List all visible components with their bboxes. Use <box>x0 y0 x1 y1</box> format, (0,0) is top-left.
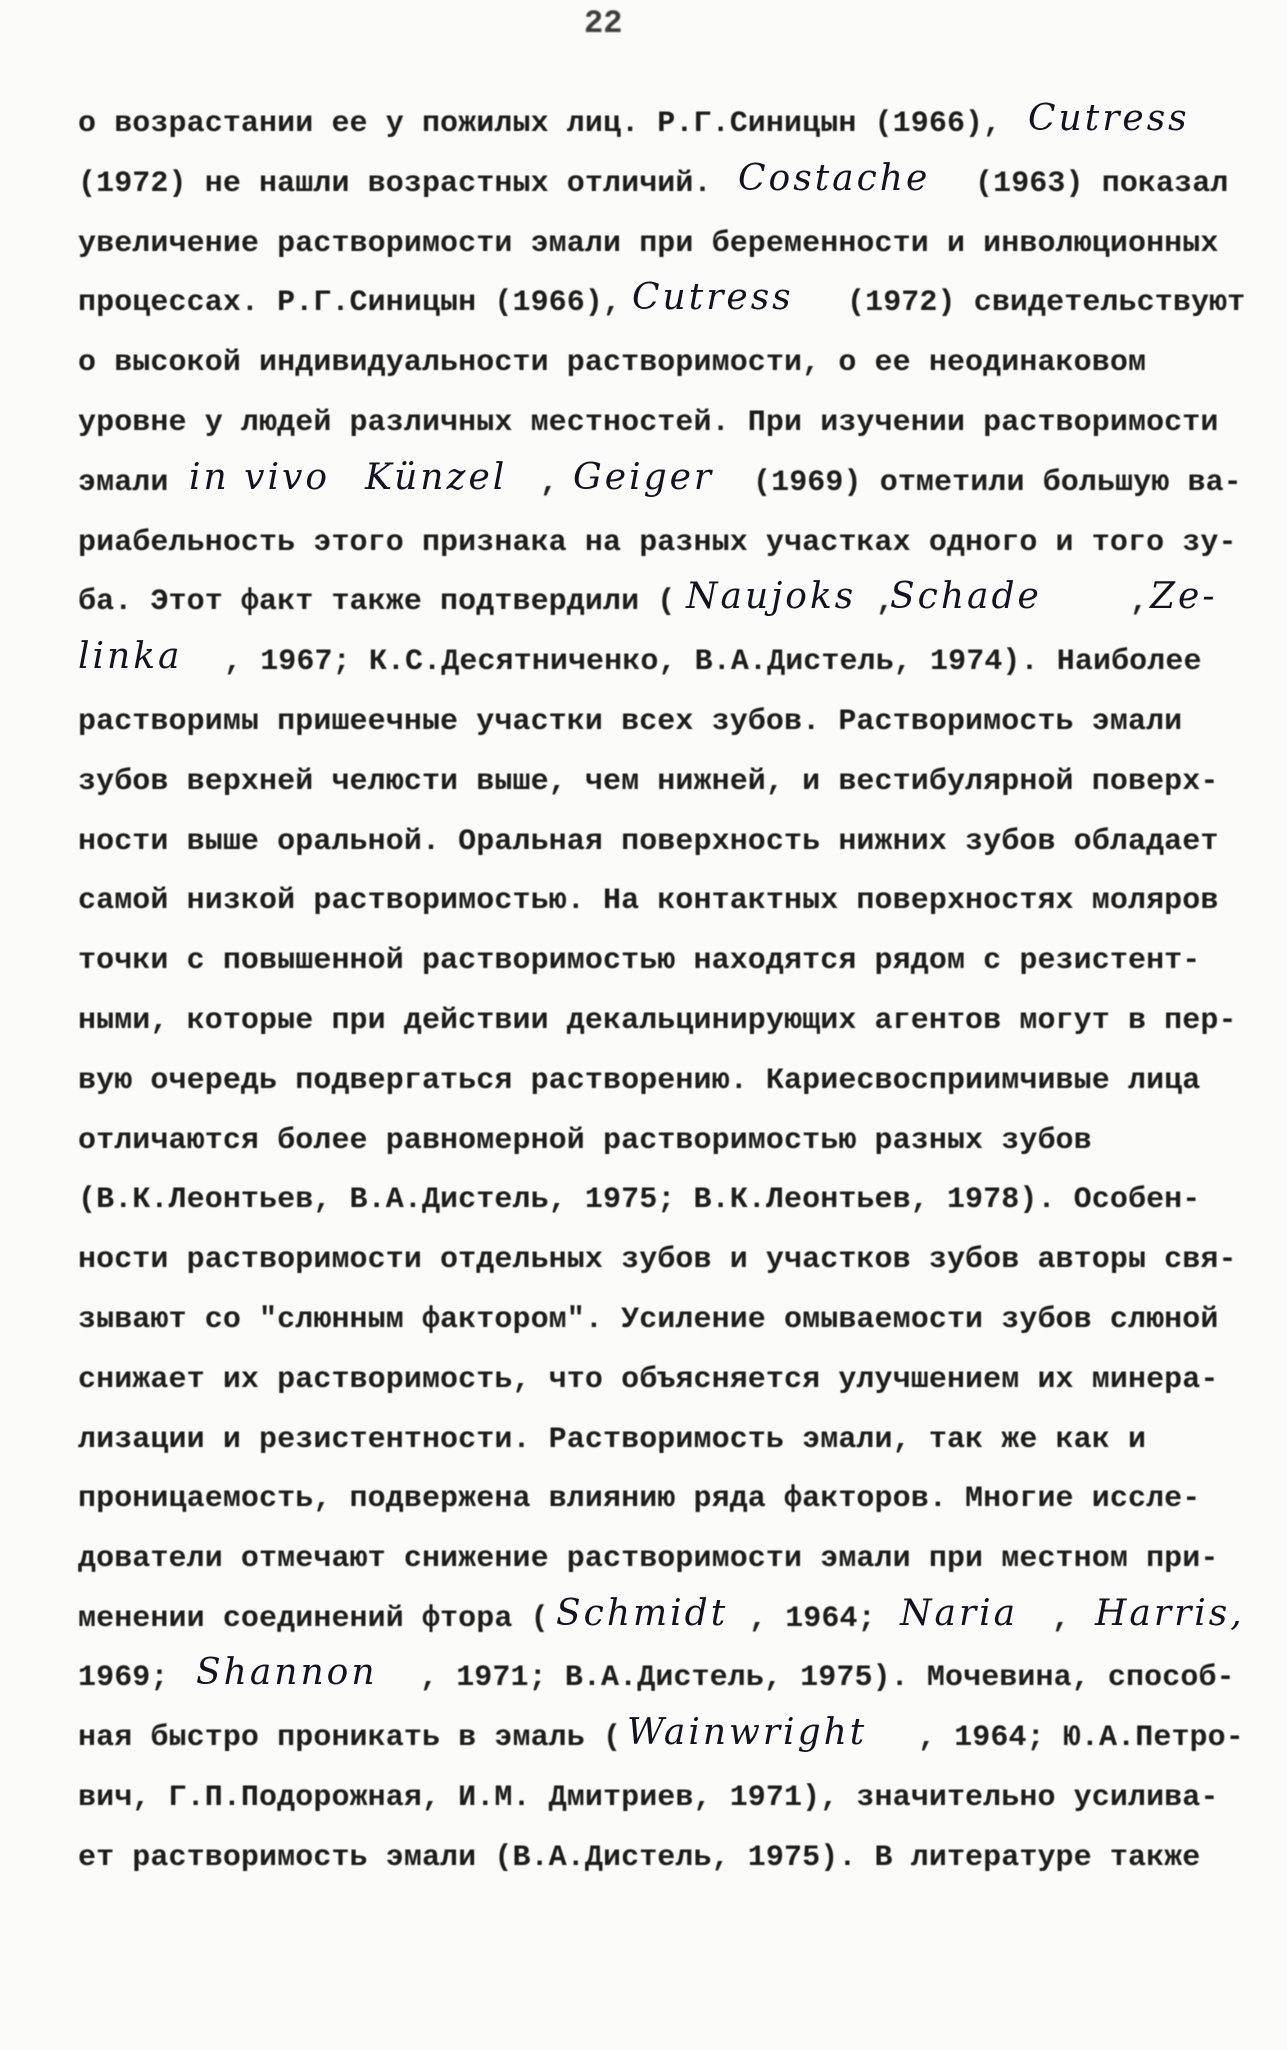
typed-text: , 1967; К.С.Десятниченко, В.А.Дистель, 1974). Наиболее <box>224 645 1202 679</box>
typed-text: ными, которые при действии декальцинирующих агентов могут в пер- <box>78 1004 1237 1038</box>
text-line <box>0 1529 1287 1589</box>
text-line <box>0 1410 1287 1470</box>
text-line <box>0 513 1287 573</box>
typed-text: ности выше оральной. Оральная поверхность нижних зубов обладает <box>78 825 1219 859</box>
handwritten-name: Naria <box>900 1593 1019 1634</box>
text-line <box>0 871 1287 931</box>
text-line <box>0 1170 1287 1230</box>
typed-text: риабельность этого признака на разных участках одного и того зу- <box>78 526 1237 560</box>
text-line <box>0 1290 1287 1350</box>
typed-text: растворимы пришеечные участки всех зубов. Растворимость эмали <box>78 705 1183 739</box>
text-line <box>0 632 1287 692</box>
text-line <box>0 453 1287 513</box>
typed-text: вич, Г.П.Подорожная, И.М. Дмитриев, 1971), значительно усилива- <box>78 1781 1219 1815</box>
handwritten-name: Schmidt <box>556 1593 729 1634</box>
typed-text: отличаются более равномерной растворимостью разных зубов <box>78 1124 1092 1158</box>
text-line <box>0 1469 1287 1529</box>
typed-text: самой низкой растворимостью. На контактных поверхностях моляров <box>78 884 1219 918</box>
text-line <box>0 752 1287 812</box>
text-line <box>0 154 1287 214</box>
typed-text: снижает их растворимость, что объясняется улучшением их минера- <box>78 1363 1219 1397</box>
typed-text: , <box>876 585 895 619</box>
text-line <box>0 692 1287 752</box>
handwritten-name: Wainwright <box>627 1712 868 1753</box>
text-line <box>0 1768 1287 1828</box>
typed-text: , <box>1130 585 1149 619</box>
typed-text: уровне у людей различных местностей. При изучении растворимости <box>78 406 1219 440</box>
typed-text: процессах. Р.Г.Синицын (1966), <box>78 286 622 320</box>
typed-text: , 1964; Ю.А.Петро- <box>918 1721 1244 1755</box>
typed-text: лизации и резистентности. Растворимость эмали, так же как и <box>78 1423 1147 1457</box>
text-line <box>0 1230 1287 1290</box>
typed-text: эмали <box>78 466 169 500</box>
text-line <box>0 333 1287 393</box>
typed-text: о высокой индивидуальности растворимости, о ее неодинаковом <box>78 346 1147 380</box>
typed-text: , 1971; В.А.Дистель, 1975). Мочевина, способ- <box>420 1661 1235 1695</box>
text-line <box>0 931 1287 991</box>
typed-text: дователи отмечают снижение растворимости эмали при местном при- <box>78 1542 1219 1576</box>
typed-text: проницаемость, подвержена влиянию ряда факторов. Многие иссле- <box>78 1482 1201 1516</box>
typed-text: ности растворимости отдельных зубов и участков зубов авторы свя- <box>78 1243 1237 1277</box>
text-line <box>0 1589 1287 1649</box>
typed-text: зывают со "слюнным фактором". Усиление омываемости зубов слюной <box>78 1303 1219 1337</box>
typed-text: о возрастании ее у пожилых лиц. Р.Г.Синицын (1966), <box>78 107 1002 141</box>
text-line <box>0 1350 1287 1410</box>
text-line <box>0 393 1287 453</box>
typed-text: вую очередь подвергаться растворению. Кариесвосприимчивые лица <box>78 1064 1201 1098</box>
text-line <box>0 1648 1287 1708</box>
handwritten-name: Costache <box>738 158 931 199</box>
text-line <box>0 1828 1287 1888</box>
text-line <box>0 572 1287 632</box>
typed-text: менении соединений фтора ( <box>78 1602 549 1636</box>
handwritten-name: linka <box>78 636 183 677</box>
typed-text: , 1964; <box>749 1602 876 1636</box>
typed-text: (1963) показал <box>975 167 1229 201</box>
text-line <box>0 812 1287 872</box>
typed-text: 1969; <box>78 1661 169 1695</box>
handwritten-name: Harris, <box>1095 1593 1245 1634</box>
typed-text: (1972) свидетельствуют <box>847 286 1246 320</box>
text-line <box>0 214 1287 274</box>
text-line <box>0 94 1287 154</box>
typed-text: зубов верхней челюсти выше, чем нижней, и вестибулярной поверх- <box>78 765 1219 799</box>
typed-text: ная быстро проникать в эмаль ( <box>78 1721 622 1755</box>
typed-text: ет растворимость эмали (В.А.Дистель, 1975). В литературе также <box>78 1841 1201 1875</box>
typed-text: (1969) отметили большую ва- <box>753 466 1242 500</box>
typed-text: увеличение растворимости эмали при беременности и инволюционных <box>78 227 1219 261</box>
typed-text: , <box>1052 1602 1071 1636</box>
handwritten-name: Cutress <box>632 277 794 318</box>
handwritten-name: Shannon <box>196 1652 378 1693</box>
typed-text: точки с повышенной растворимостью находятся рядом с резистент- <box>78 944 1201 978</box>
typed-text: , <box>540 466 559 500</box>
handwritten-name: Künzel <box>365 457 508 498</box>
typed-text: ба. Этот факт также подтвердили ( <box>78 585 676 619</box>
text-line <box>0 273 1287 333</box>
text-line <box>0 1111 1287 1171</box>
handwritten-name: Cutress <box>1028 98 1190 139</box>
handwritten-name: Schade <box>890 576 1042 617</box>
typed-text: (1972) не нашли возрастных отличий. <box>78 167 712 201</box>
handwritten-name: Geiger <box>573 457 715 498</box>
handwritten-name: Ze- <box>1150 576 1218 617</box>
handwritten-name: Naujoks <box>686 576 857 617</box>
text-line <box>0 1708 1287 1768</box>
text-line <box>0 1051 1287 1111</box>
page-number: 22 <box>584 5 623 42</box>
text-line <box>0 991 1287 1051</box>
typed-text: (В.К.Леонтьев, В.А.Дистель, 1975; В.К.Леонтьев, 1978). Особен- <box>78 1183 1201 1217</box>
handwritten-term: in vivo <box>189 457 331 498</box>
